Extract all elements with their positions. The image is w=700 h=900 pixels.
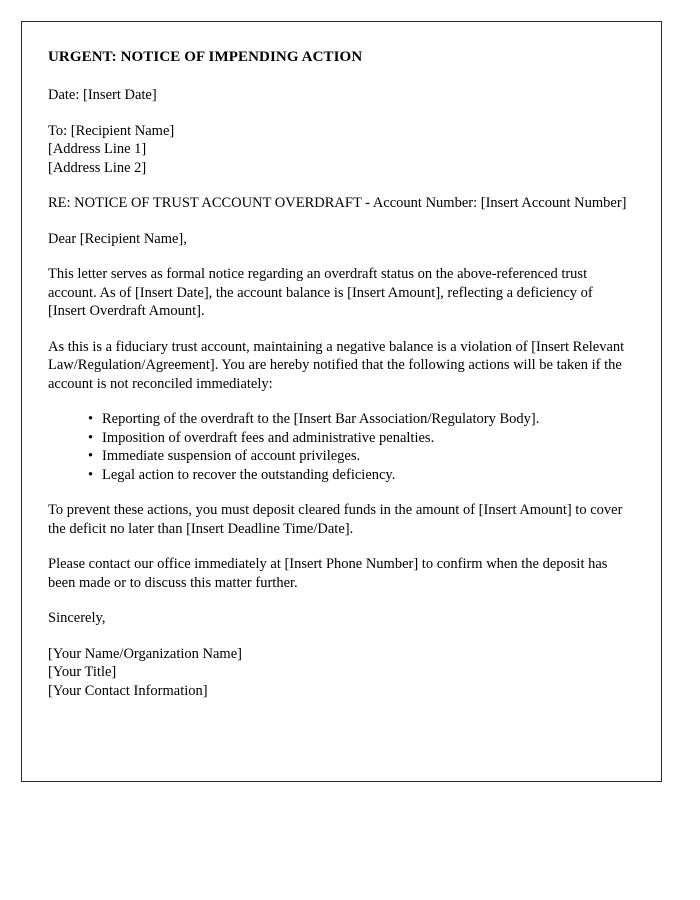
signature-title-line: [Your Title] [48,664,117,680]
list-item: • Immediate suspension of account privileges. [88,447,627,466]
page-title: URGENT: NOTICE OF IMPENDING ACTION [48,49,363,65]
body-paragraph-prevention-deadline: To prevent these actions, you must deposit cleared funds in the amount of [Insert Amount] to cover the deficit no later than [Insert Deadline Time/Date]. [48,502,623,537]
list-item: • Reporting of the overdraft to the [Insert Bar Association/Regulatory Body]. [88,410,627,429]
recipient-address-block [48,122,627,178]
closing-salutation: Sincerely, [48,610,106,626]
date-line: Date: [Insert Date] [48,87,157,103]
recipient-address-line-2: [Address Line 2] [48,159,147,176]
document-page [21,21,662,782]
document-body [22,22,661,700]
signature-block [48,645,627,701]
signature-contact-line: [Your Contact Information] [48,682,208,699]
list-item: • Legal action to recover the outstanding deficiency. [88,466,627,485]
body-paragraph-contact-office: Please contact our office immediately at [Insert Phone Number] to confirm when the deposit has been made or to discuss this matter further. [48,556,608,591]
salutation: Dear [Recipient Name], [48,230,187,247]
body-paragraph-overdraft-status: This letter serves as formal notice regarding an overdraft status on the above-referenced trust account. As of [Insert Date], the account balance is [Insert Amount], reflecting a deficiency of [Insert Overdraft Amount]. [48,266,593,319]
list-item: • Imposition of overdraft fees and administrative penalties. [88,429,627,448]
subject-line: RE: NOTICE OF TRUST ACCOUNT OVERDRAFT - Account Number: [Insert Account Number] [48,195,627,211]
body-paragraph-fiduciary-violation: As this is a fiduciary trust account, maintaining a negative balance is a violation of [Insert Relevant Law/Regulation/Agreement]. You are hereby notified that the following actions will be taken if the account is not reconciled immediately: [48,338,625,392]
action-items-list [48,410,627,484]
signature-name-line: [Your Name/Organization Name] [48,645,242,662]
recipient-address-line-1: [Address Line 1] [48,141,147,157]
recipient-name-line: To: [Recipient Name] [48,122,175,139]
